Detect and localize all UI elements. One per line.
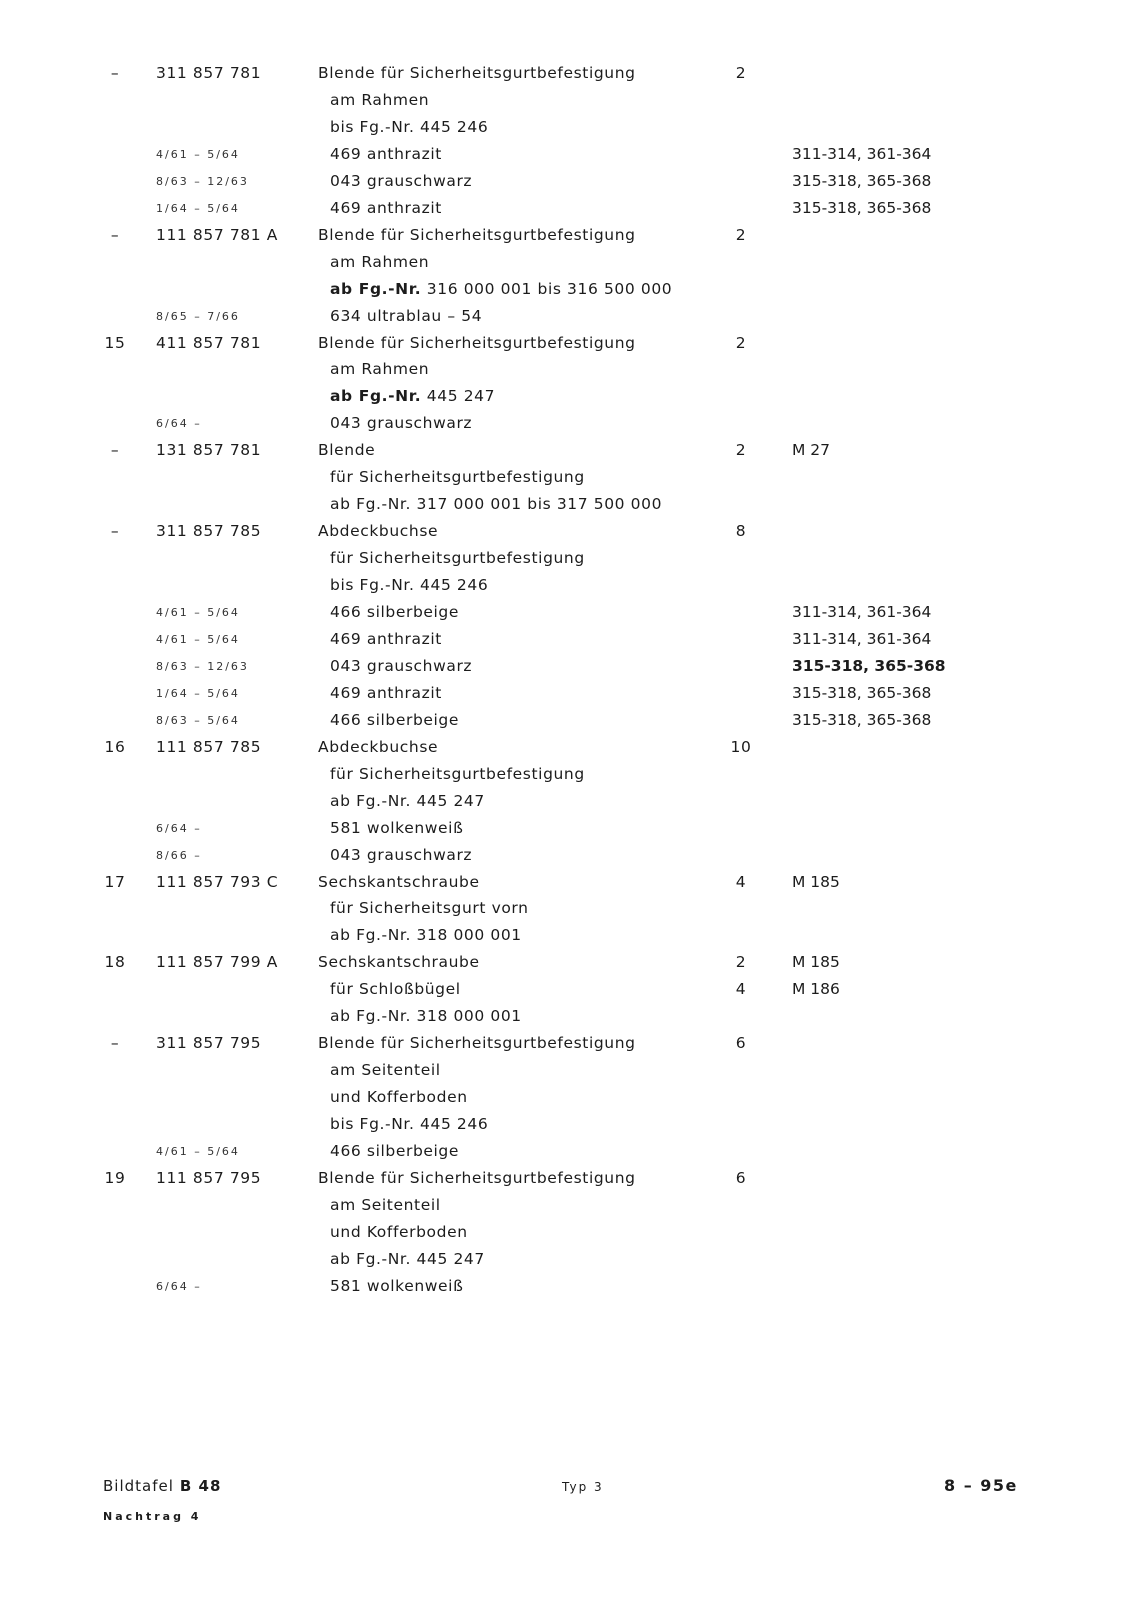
part-detail-row [0,788,1137,815]
position-number: 18 [104,953,126,972]
part-detail-row [0,168,1137,195]
remark: M 185 [792,872,840,891]
date-range: 6/64 – [156,821,202,835]
date-range: 4/61 – 5/64 [156,606,240,619]
description: 043 grauschwarz [330,845,473,864]
footer-nachtrag: Nachtrag 4 [103,1510,202,1523]
part-detail-row [0,1057,1137,1084]
description: Blende für Sicherheitsgurtbefestigung [318,64,636,82]
position-number: 15 [104,333,126,352]
remark: 311-314, 361-364 [792,603,932,621]
description: bis Fg.-Nr. 445 246 [330,117,489,136]
position-number: 16 [104,737,126,756]
bildtafel-number: B 48 [179,1477,222,1495]
remark: 315-318, 365-368 [792,171,932,190]
quantity: 4 [735,872,747,891]
description: und Kofferboden [330,1222,468,1241]
from-chassis-label: ab Fg.-Nr. [330,279,422,298]
description: ab Fg.-Nr. 317 000 001 bis 317 500 000 [330,495,663,514]
part-number: 111 857 799 A [156,953,278,972]
date-range: 4/61 – 5/64 [156,1145,240,1158]
description: bis Fg.-Nr. 445 246 [330,1115,489,1133]
date-range: 1/64 – 5/64 [156,201,240,215]
description: 469 anthrazit [330,629,442,648]
description: ab Fg.-Nr. 318 000 001 [330,926,522,945]
from-chassis-label: ab Fg.-Nr. [330,387,422,406]
part-detail-row [0,195,1137,222]
part-detail-row [0,1273,1137,1300]
description: 469 anthrazit [330,144,442,163]
part-detail-row [0,1246,1137,1273]
part-detail-row [0,895,1137,922]
description: für Sicherheitsgurt vorn [330,899,529,918]
part-number: 311 857 781 [156,64,262,82]
remark: 315-318, 365-368 [792,710,932,729]
position-number: – [110,1034,120,1053]
description: 466 silberbeige [330,710,460,729]
description: bis Fg.-Nr. 445 246 [330,576,489,594]
part-detail-row [0,303,1137,330]
part-detail-row [0,1192,1137,1219]
quantity: 8 [735,522,747,541]
date-range: 8/63 – 12/63 [156,659,249,673]
part-row [0,949,1137,976]
part-detail-row [0,1084,1137,1111]
date-range: 6/64 – [156,417,202,431]
description: Blende [318,441,376,460]
description: am Seitenteil [330,1195,441,1214]
description: ab Fg.-Nr. 318 000 001 [330,1007,522,1026]
part-detail-row [0,680,1137,707]
description: für Sicherheitsgurtbefestigung [330,468,585,487]
part-detail-row [0,707,1137,734]
position-number: – [110,225,120,244]
part-detail-row [0,626,1137,653]
remark: 315-318, 365-368 [792,656,946,675]
part-detail-row [0,922,1137,949]
description: für Sicherheitsgurtbefestigung [330,549,585,568]
part-row [0,60,1137,87]
part-row [0,437,1137,464]
date-range: 8/65 – 7/66 [156,309,240,323]
description: 043 grauschwarz [330,171,473,190]
part-detail-row [0,599,1137,626]
description: am Rahmen [330,252,430,271]
part-detail-row [0,1138,1137,1165]
description: für Sicherheitsgurtbefestigung [330,764,585,783]
description: 043 grauschwarz [330,656,473,675]
quantity: 6 [735,1034,747,1053]
part-number: 111 857 785 [156,737,262,756]
remark: 311-314, 361-364 [792,629,932,648]
part-row [0,869,1137,896]
date-range: 8/63 – 5/64 [156,713,240,727]
part-number: 131 857 781 [156,441,262,460]
description: am Rahmen [330,360,430,379]
part-number: 311 857 795 [156,1034,262,1053]
description: 469 anthrazit [330,683,442,702]
part-detail-row [0,572,1137,599]
description: 634 ultrablau – 54 [330,306,483,325]
footer-page-number: 8 – 95e [944,1476,1018,1495]
description: 466 silberbeige [330,603,460,621]
part-detail-row [0,383,1137,410]
quantity: 10 [730,737,752,756]
part-row [0,734,1137,761]
remark: M 186 [792,980,840,999]
quantity: 4 [735,980,747,999]
position-number: – [110,441,120,460]
part-detail-row [0,842,1137,869]
part-detail-row [0,545,1137,572]
part-detail-row [0,761,1137,788]
date-range: 4/61 – 5/64 [156,632,240,646]
part-number: 111 857 795 [156,1169,262,1187]
part-row [0,222,1137,249]
position-number: – [110,522,120,541]
quantity: 2 [735,441,747,460]
remark: M 185 [792,953,840,972]
remark: M 27 [792,441,831,460]
description: am Seitenteil [330,1061,441,1080]
part-detail-row [0,464,1137,491]
footer-typ: Typ 3 [562,1480,604,1494]
date-range: 4/61 – 5/64 [156,147,240,161]
part-detail-row [0,356,1137,383]
part-detail-row [0,1219,1137,1246]
position-number: 17 [104,872,126,891]
description: Abdeckbuchse [318,522,439,541]
description: 581 wolkenweiß [330,1276,464,1295]
position-number: 19 [104,1169,126,1187]
description: und Kofferboden [330,1088,468,1107]
footer-bildtafel [103,1477,221,1495]
part-detail-row [0,141,1137,168]
part-row [0,330,1137,357]
remark: 315-318, 365-368 [792,198,932,217]
description: 469 anthrazit [330,198,442,217]
remark: 311-314, 361-364 [792,144,932,163]
part-detail-row [0,249,1137,276]
date-range: 6/64 – [156,1279,202,1293]
quantity: 2 [735,64,747,82]
remark: 315-318, 365-368 [792,683,932,702]
part-number: 111 857 781 A [156,225,278,244]
description: Blende für Sicherheitsgurtbefestigung [318,225,636,244]
part-number: 411 857 781 [156,333,262,352]
description: Sechskantschraube [318,872,480,891]
description: Blende für Sicherheitsgurtbefestigung [318,1034,636,1053]
part-detail-row [0,491,1137,518]
description: ab Fg.-Nr. 316 000 001 bis 316 500 000 [330,279,673,298]
part-row [0,1030,1137,1057]
part-number: 111 857 793 C [156,872,279,891]
description: Blende für Sicherheitsgurtbefestigung [318,1169,636,1187]
quantity: 2 [735,953,747,972]
part-detail-row [0,114,1137,141]
description: ab Fg.-Nr. 445 247 [330,387,496,406]
part-detail-row [0,653,1137,680]
part-detail-row [0,87,1137,114]
part-detail-row [0,815,1137,842]
date-range: 8/63 – 12/63 [156,174,249,188]
part-detail-row [0,1003,1137,1030]
quantity: 6 [735,1169,747,1187]
part-row [0,1165,1137,1192]
description: am Rahmen [330,91,430,109]
position-number: – [110,64,120,82]
description: 466 silberbeige [330,1142,460,1160]
bildtafel-label: Bildtafel [103,1477,174,1495]
part-row [0,518,1137,545]
part-number: 311 857 785 [156,522,262,541]
description: Abdeckbuchse [318,737,439,756]
part-detail-row [0,276,1137,303]
description: Blende für Sicherheitsgurtbefestigung [318,333,636,352]
description: 043 grauschwarz [330,414,473,433]
quantity: 2 [735,333,747,352]
description: für Schloßbügel [330,980,461,999]
description: ab Fg.-Nr. 445 247 [330,1249,485,1268]
part-detail-row [0,410,1137,437]
description: Sechskantschraube [318,953,480,972]
date-range: 1/64 – 5/64 [156,686,240,700]
description: ab Fg.-Nr. 445 247 [330,791,485,810]
part-detail-row [0,1111,1137,1138]
description: 581 wolkenweiß [330,818,464,837]
date-range: 8/66 – [156,848,202,862]
part-detail-row [0,976,1137,1003]
quantity: 2 [735,225,747,244]
